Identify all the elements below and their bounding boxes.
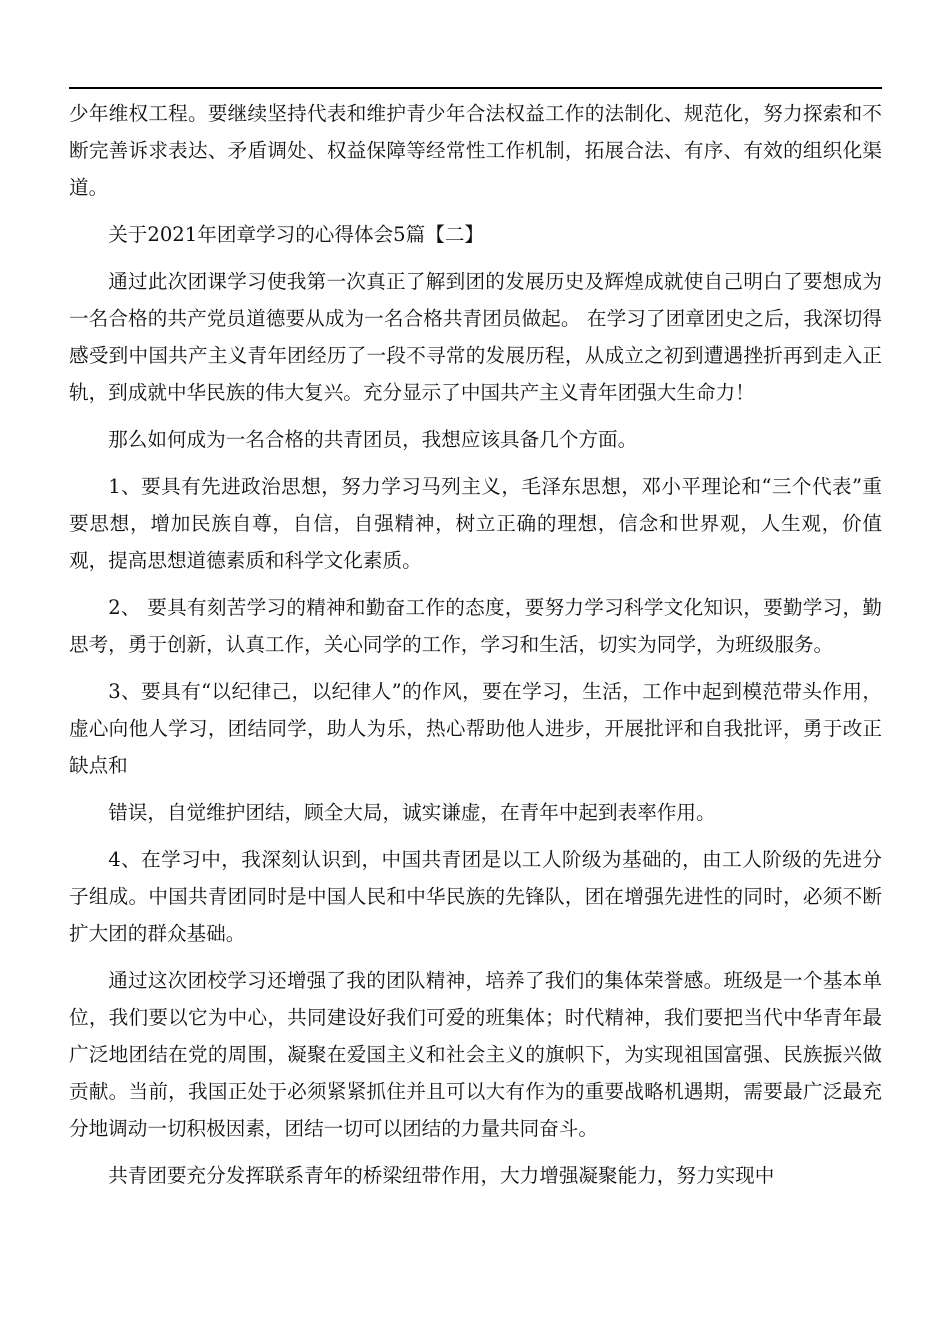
document-body xyxy=(69,95,882,1194)
list-item-2: 2、 要具有刻苦学习的精神和勤奋工作的态度，要努力学习科学文化知识，要勤学习，勤思考，勇于创新，认真工作，关心同学的工作，学习和生活，切实为同学，为班级服务。 xyxy=(69,596,882,656)
section-heading: 关于2021年团章学习的心得体会5篇【二】 xyxy=(108,223,485,246)
paragraph-continuation: 少年维权工程。要继续坚持代表和维护青少年合法权益工作的法制化、规范化，努力探索和不断完善诉求表达、矛盾调处、权益保障等经常性工作机制，拓展合法、有序、有效的组织化渠道。 xyxy=(69,102,882,199)
paragraph: 那么如何成为一名合格的共青团员，我想应该具备几个方面。 xyxy=(108,428,638,451)
header-rule xyxy=(69,87,882,89)
list-item-3-continued: 错误，自觉维护团结，顾全大局，诚实谦虚，在青年中起到表率作用。 xyxy=(108,801,716,824)
list-item-3: 3、要具有“以纪律己，以纪律人”的作风，要在学习，生活，工作中起到模范带头作用，虚心向他人学习，团结同学，助人为乐，热心帮助他人进步，开展批评和自我批评，勇于改正缺点和 xyxy=(69,680,882,777)
paragraph: 共青团要充分发挥联系青年的桥梁纽带作用，大力增强凝聚能力，努力实现中 xyxy=(108,1164,775,1187)
paragraph: 通过这次团校学习还增强了我的团队精神，培养了我们的集体荣誉感。班级是一个基本单位，我们要以它为中心，共同建设好我们可爱的班集体；时代精神，我们要把当代中华青年最广泛地团结在党的周围，凝聚在爱国主义和社会主义的旗帜下，为实现祖国富强、民族振兴做贡献。当前，我国正处于必须紧紧抓住并且可以大有作为的重要战略机遇期，需要最广泛最充分地调动一切积极因素，团结一切可以团结的力量共同奋斗。 xyxy=(69,969,882,1140)
list-item-4: 4、在学习中，我深刻认识到，中国共青团是以工人阶级为基础的，由工人阶级的先进分子组成。中国共青团同时是中国人民和中华民族的先锋队，团在增强先进性的同时，必须不断扩大团的群众基础。 xyxy=(69,848,882,945)
list-item-1: 1、要具有先进政治思想，努力学习马列主义，毛泽东思想，邓小平理论和“三个代表”重要思想，增加民族自尊，自信，自强精神，树立正确的理想，信念和世界观，人生观，价值观，提高思想道德素质和科学文化素质。 xyxy=(69,475,882,572)
paragraph: 通过此次团课学习使我第一次真正了解到团的发展历史及辉煌成就使自己明白了要想成为一名合格的共产党员道德要从成为一名合格共青团员做起。 在学习了团章团史之后，我深切得感受到中国共产主义青年团经历了一段不寻常的发展历程，从成立之初到遭遇挫折再到走入正轨，到成就中华民族的伟大复兴。充分显示了中国共产主义青年团强大生命力！ xyxy=(69,270,882,404)
